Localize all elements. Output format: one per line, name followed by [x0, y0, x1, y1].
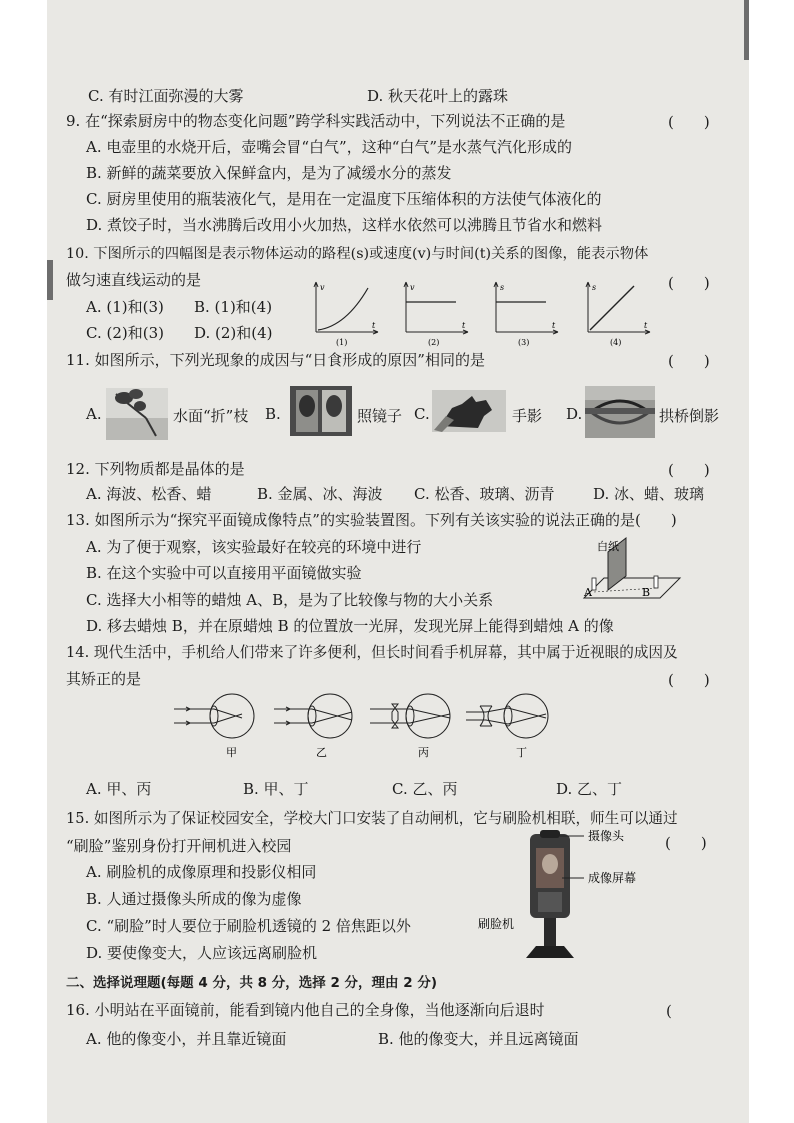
q10-graph-3	[488, 278, 564, 348]
q12-answer-paren: ( )	[668, 461, 710, 479]
q11-option-c-letter: C.	[414, 405, 430, 423]
q11-option-b-letter: B.	[265, 405, 281, 423]
q14-label-bing: 丙	[418, 746, 429, 759]
q15-fig-screen-label: 成像屏幕	[588, 871, 637, 885]
q11-option-d-image	[585, 386, 655, 438]
q9-option-c: C. 厨房里使用的瓶装液化气，是用在一定温度下压缩体积的方法使气体液化的	[86, 190, 602, 208]
q10-graph-4-svg	[580, 278, 656, 348]
q10-graph-2-yvar: v	[410, 283, 415, 292]
q14-option-b: B. 甲、丁	[243, 780, 309, 798]
q10-graph-4	[580, 278, 656, 348]
q14-stem-line1: 14. 现代生活中，手机给人们带来了许多便利，但长时间看手机屏幕，其中属于近视眼的成因及	[66, 644, 678, 661]
q16-answer-paren: (	[666, 1002, 672, 1020]
section-2-title: 二、选择说理题(每题 4 分，共 8 分，选择 2 分，理由 2 分)	[66, 975, 438, 991]
q12-option-b: B. 金属、冰、海波	[257, 485, 383, 503]
q13-option-d: D. 移去蜡烛 B，并在原蜡烛 B 的位置放一光屏，发现光屏上能得到蜡烛 A 的像	[86, 617, 614, 635]
q11-option-a-text: 水面“折”枝	[173, 407, 249, 425]
q13-option-c: C. 选择大小相等的蜡烛 A、B，是为了比较像与物的大小关系	[86, 591, 494, 609]
q8-option-d: D. 秋天花叶上的露珠	[367, 87, 509, 105]
q8-option-c: C. 有时江面弥漫的大雾	[88, 87, 244, 105]
q9-option-d: D. 煮饺子时，当水沸腾后改用小火加热，这样水依然可以沸腾且节省水和燃料	[86, 216, 603, 234]
q10-graph-2	[398, 278, 474, 348]
q11-option-a-image	[106, 388, 168, 440]
q10-option-a: A. (1)和(3)	[86, 298, 164, 316]
left-finger	[47, 260, 53, 300]
q10-stem-line2: 做匀速直线运动的是	[66, 271, 202, 289]
q14-eye-yi	[274, 694, 352, 759]
q12-stem: 12. 下列物质都是晶体的是	[66, 460, 245, 478]
q15-stem-line2: “刷脸”鉴别身份打开闸机进入校园	[66, 837, 292, 855]
q14-label-jia: 甲	[226, 746, 237, 759]
q10-graph-2-xvar: t	[462, 321, 466, 330]
q12-option-d: D. 冰、蜡、玻璃	[593, 485, 705, 503]
q9-answer-paren: ( )	[668, 113, 710, 131]
q10-graph-3-xvar: t	[552, 321, 556, 330]
q14-answer-paren: ( )	[668, 671, 710, 689]
q11-option-b-text: 照镜子	[357, 407, 403, 425]
q11-answer-paren: ( )	[668, 352, 710, 370]
q11-option-a-letter: A.	[86, 405, 102, 423]
q13-option-a: A. 为了便于观察，该实验最好在较亮的环境中进行	[86, 538, 422, 556]
q13-stem: 13. 如图所示为“探究平面镜成像特点”的实验装置图。下列有关该实验的说法正确的是( )	[66, 511, 677, 529]
q13-fig-paper-label: 白纸	[597, 540, 619, 553]
q13-mirror-figure	[560, 532, 690, 612]
q12-option-c: C. 松香、玻璃、沥青	[414, 485, 555, 503]
q15-fig-machine-label: 刷脸机	[478, 917, 515, 931]
q10-graph-4-xvar: t	[644, 321, 648, 330]
q10-graph-2-num: (2)	[428, 338, 440, 347]
q10-answer-paren: ( )	[668, 274, 710, 292]
q10-graph-1-xvar: t	[372, 321, 376, 330]
q11-option-c-image	[432, 390, 506, 432]
q14-eye-bing	[370, 694, 450, 759]
q15-option-c: C. “刷脸”时人要位于刷脸机透镜的 2 倍焦距以外	[86, 917, 411, 935]
q9-option-b: B. 新鲜的蔬菜要放入保鲜盒内，是为了减缓水分的蒸发	[86, 164, 452, 182]
q10-option-b: B. (1)和(4)	[194, 298, 273, 316]
q13-fig-candle-a-label: A	[584, 586, 592, 599]
q11-option-b-image	[290, 386, 352, 436]
q16-option-a: A. 他的像变小，并且靠近镜面	[86, 1030, 287, 1048]
q16-option-b: B. 他的像变大，并且远离镜面	[378, 1030, 579, 1048]
q14-eye-jia	[174, 694, 254, 759]
q14-option-d: D. 乙、丁	[556, 780, 623, 798]
q10-graph-1	[308, 278, 384, 348]
q10-option-c: C. (2)和(3)	[86, 324, 164, 342]
q15-option-d: D. 要使像变大，人应该远离刷脸机	[86, 944, 318, 962]
q14-label-yi: 乙	[316, 746, 327, 759]
q10-graph-1-num: (1)	[336, 338, 348, 347]
right-finger	[744, 0, 749, 60]
q14-option-a: A. 甲、丙	[86, 780, 152, 798]
q10-graph-3-yvar: s	[500, 283, 505, 292]
q15-face-machine-figure	[476, 826, 666, 966]
q11-stem: 11. 如图所示，下列光现象的成因与“日食形成的原因”相同的是	[66, 351, 485, 369]
q13-option-b: B. 在这个实验中可以直接用平面镜做实验	[86, 564, 362, 582]
q14-eye-ding	[466, 694, 548, 759]
q10-graph-4-num: (4)	[610, 338, 622, 347]
q10-graph-2-svg	[398, 278, 474, 348]
q13-fig-candle-b-label: B	[642, 586, 651, 599]
q14-option-c: C. 乙、丙	[392, 780, 458, 798]
q15-fig-camera-label: 摄像头	[588, 829, 625, 843]
q11-option-d-letter: D.	[566, 405, 583, 423]
q10-graph-4-yvar: s	[592, 283, 597, 292]
q15-option-b: B. 人通过摄像头所成的像为虚像	[86, 890, 302, 908]
q14-stem-line2: 其矫正的是	[66, 670, 142, 688]
q10-graph-1-svg	[308, 278, 384, 348]
q10-graph-3-svg	[488, 278, 564, 348]
q10-graph-1-yvar: v	[320, 283, 325, 292]
q14-eye-figures	[170, 688, 570, 768]
q12-option-a: A. 海波、松香、蜡	[86, 485, 212, 503]
q10-stem-line1: 10. 下图所示的四幅图是表示物体运动的路程(s)或速度(v)与时间(t)关系的图像，能表示物体	[66, 246, 649, 262]
q15-answer-paren: ( )	[665, 834, 707, 852]
q10-option-d: D. (2)和(4)	[194, 324, 273, 342]
q14-label-ding: 丁	[516, 746, 527, 759]
q9-option-a: A. 电壶里的水烧开后，壶嘴会冒“白气”，这种“白气”是水蒸气汽化形成的	[86, 138, 573, 156]
q11-option-d-text: 拱桥倒影	[659, 407, 720, 425]
q15-option-a: A. 刷脸机的成像原理和投影仪相同	[86, 863, 317, 881]
q15-stem-line1: 15. 如图所示为了保证校园安全，学校大门口安装了自动闸机，它与刷脸机相联，师生可以通过	[66, 810, 678, 827]
q11-option-c-text: 手影	[512, 407, 543, 425]
q16-stem: 16. 小明站在平面镜前，能看到镜内他自己的全身像，当他逐渐向后退时	[66, 1001, 545, 1019]
q9-stem: 9. 在“探索厨房中的物态变化问题”跨学科实践活动中，下列说法不正确的是	[66, 112, 566, 130]
q10-graph-3-num: (3)	[518, 338, 530, 347]
